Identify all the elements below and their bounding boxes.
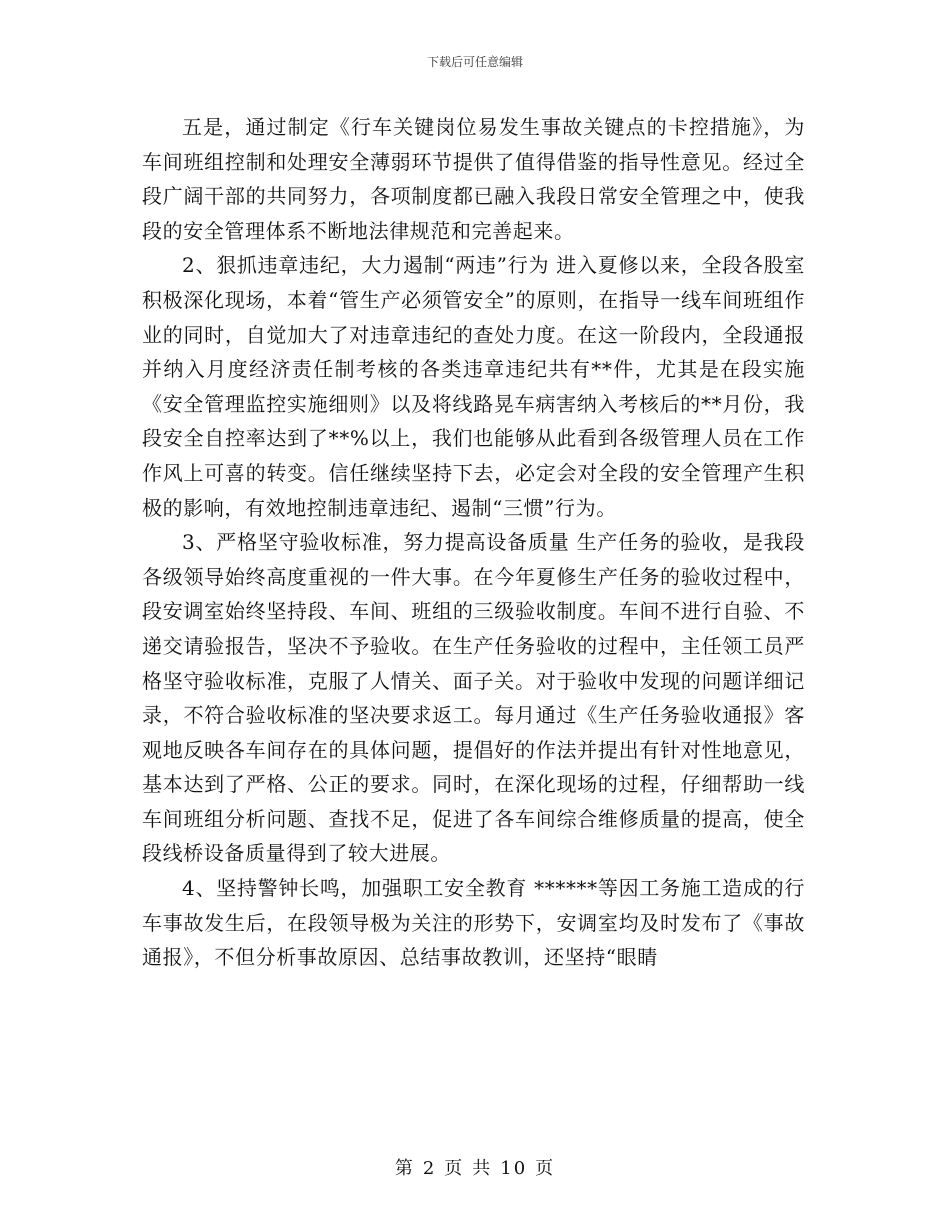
paragraph-acceptance-standard: 3、严格坚守验收标准，努力提高设备质量 生产任务的验收，是我段各级领导始终高度重视的一件大事。在今年夏修生产任务的验收过程中，段安调室始终坚持段、车间、班组的三级验收制度。车间不进行自验、不递交请验报告，坚决不予验收。在生产任务验收的过程中，主任领工员严格坚守验收标准，克服了人情关、面子关。对于验收中发现的问题详细记录，不符合验收标准的坚决要求返工。每月通过《生产任务验收通报》客观地反映各车间存在的具体问题，提倡好的作法并提出有针对性地意见，基本达到了严格、公正的要求。同时，在深化现场的过程，仔细帮助一线车间班组分析问题、查找不足，促进了各车间综合维修质量的提高，使全段线桥设备质量得到了较大进展。 <box>142 530 805 866</box>
footer-page-unit: 页 <box>444 1158 465 1179</box>
current-page-number: 2 <box>422 1158 437 1179</box>
footer-total-unit: 页 <box>535 1158 556 1179</box>
total-page-count: 10 <box>500 1158 528 1179</box>
footer-total-prefix: 共 <box>472 1158 493 1179</box>
paragraph-safety-education: 4、坚持警钟长鸣，加强职工安全教育 ******等因工务施工造成的行车事故发生后，在段领导极为关注的形势下，安调室均及时发布了《事故通报》，不但分析事故原因、总结事故教训，还坚持“眼睛 <box>142 876 805 970</box>
paragraph-measure-five: 五是，通过制定《行车关键岗位易发生事故关键点的卡控措施》，为车间班组控制和处理安全薄弱环节提供了值得借鉴的指导性意见。经过全段广阔干部的共同努力，各项制度都已融入我段日常安全管理之中，使我段的安全管理体系不断地法律规范和完善起来。 <box>142 115 805 243</box>
document-body <box>142 110 805 975</box>
paragraph-violations: 2、狠抓违章违纪，大力遏制“两违”行为 进入夏修以来，全段各股室积极深化现场，本着“管生产必须管安全”的原则，在指导一线车间班组作业的同时，自觉加大了对违章违纪的查处力度。在这一阶段内，全段通报并纳入月度经济责任制考核的各类违章违纪共有**件，尤其是在段实施《安全管理监控实施细则》以及将线路晃车病害纳入考核后的**月份，我段安全自控率达到了**%以上，我们也能够从此看到各级管理人员在工作作风上可喜的转变。信任继续坚持下去，必定会对全段的安全管理产生积极的影响，有效地控制违章违纪、遏制“三惯”行为。 <box>142 253 805 520</box>
page-header: 下载后可任意编辑 <box>426 55 523 69</box>
page-footer <box>0 1154 950 1180</box>
footer-prefix: 第 <box>394 1158 415 1179</box>
